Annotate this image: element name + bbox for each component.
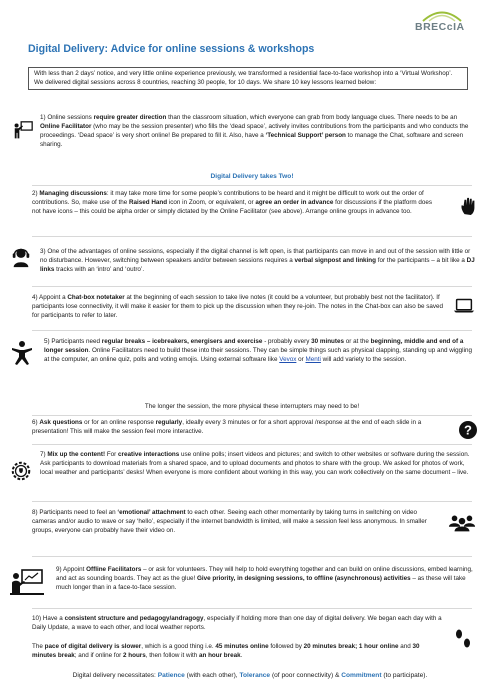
- lesson-5-text: will add variety to the session.: [320, 355, 407, 363]
- lesson-10-text: 10) Have a: [32, 615, 65, 622]
- lesson-7-text: use online polls; insert videos and pictures; and switch to other websites or software during the session. Ask participants to download materials from a shared space, and to upload documents and photos to share with the group. We asked for photos of work, local weather and participants’ desks! When everyone is more confident about working in this way, you can work collectively on the same document – live.: [40, 451, 470, 476]
- divider: [32, 330, 472, 331]
- divider: [32, 185, 472, 186]
- question-mark-icon: [458, 420, 478, 440]
- lesson-5-text: or at the: [344, 338, 371, 345]
- divider: [32, 608, 472, 609]
- lesson-7-text: For: [105, 451, 119, 458]
- closing-text: Digital delivery necessitates:: [72, 672, 158, 679]
- menti-link[interactable]: Menti: [305, 355, 321, 363]
- lesson-3-bold: DJ links: [40, 256, 475, 273]
- lesson-9-text: 9) Appoint: [56, 566, 87, 573]
- lesson-6-text: or for an online response: [82, 419, 156, 426]
- lesson-5-bold: regular breaks – icebreakers, energisers and exercise: [101, 338, 263, 345]
- lesson-2-text: : it may take more time for some people’s contributions to be heard and it might be difficult to work out the order of contributions. So, make use of the: [32, 190, 424, 206]
- pace-text: ; and if online for: [74, 651, 124, 659]
- exercise-figure-icon: [10, 340, 34, 366]
- lesson-1-bold: Online Facilitator: [40, 122, 92, 130]
- breccia-logo: [411, 6, 473, 40]
- lesson-6-bold: regularly: [155, 419, 183, 426]
- lesson-6-text: 6): [32, 419, 40, 426]
- lesson-2-bold: agree an order in advance: [255, 198, 334, 206]
- lesson-1-text: than the classroom situation, which everyone can grab from body language clues. There needs to be an: [166, 114, 458, 121]
- closing-value: Commitment: [341, 672, 382, 679]
- lesson-9-text: – as these will take much longer than in a face-to-face session.: [56, 574, 466, 591]
- laptop-icon: [452, 297, 476, 315]
- lesson-9: [56, 566, 476, 593]
- pace-text: .: [240, 651, 243, 659]
- lesson-4-text: at the beginning of each session to take live notes (it could be a volunteer, but probably best not the facilitator). If participants lose connectivity, it will make it easier for them to pick up the discussion when they re-join. The notes in the Chat-box can also be saved for participants to refer to later.: [32, 294, 444, 319]
- lesson-2-bold: Managing discussions: [39, 190, 107, 197]
- lesson-4-bold: Chat-box notetaker: [67, 294, 125, 301]
- lesson-5: [44, 338, 476, 365]
- lesson-3-text: 3) One of the advantages of online sessions, especially if the digital channel is left open, is that participants can move in and out of the session with little or no disturbance. However, switching between speakers and/or between sessions requires a: [40, 248, 471, 264]
- headset-person-icon: [10, 246, 32, 268]
- divider: [32, 556, 472, 557]
- footprints-icon: [454, 628, 472, 650]
- lesson-7-bold: creative interactions: [118, 451, 180, 458]
- closing-text: (with each other),: [184, 672, 240, 679]
- lesson-5-bold: beginning, middle and end of a longer session: [44, 338, 464, 354]
- lesson-10-pace: [32, 643, 442, 661]
- pace-bold: 20 minutes break; 1 hour online: [303, 643, 399, 650]
- intro-text: With less than 2 days’ notice, and very little online experience previously, we transformed a residential face-to-face workshop into a ‘Virtual Workshop’. We delivered digital sessions across 8 countries, reaching 30 people, for 10 days. We share 10 key lessons learned below:: [34, 70, 453, 86]
- pace-bold: pace of digital delivery is slower: [44, 643, 142, 650]
- lesson-7-text: 7): [40, 451, 48, 458]
- closing-value: Tolerance: [239, 672, 271, 679]
- lesson-5-text: 5) Participants need: [44, 338, 102, 345]
- lesson-8-text: 8) Participants need to feel an: [32, 509, 118, 516]
- lesson-9-bold: Give priority, in designing sessions, to offline (asynchronous) activities: [196, 574, 411, 582]
- lesson-1-bold: ‘Technical Support’ person: [265, 131, 346, 139]
- lesson-5-note: The longer the session, the more physical these interrupters may need to be!: [144, 403, 360, 410]
- lesson-1-text: (who may be the session presenter) who fills the ‘dead space’, actively invites contributions from the participants and who conducts the proceedings. ‘Dead space’ is very short online! Be prepared to fill it. Also, have a: [40, 122, 469, 139]
- lesson-8-text: to each other. Seeing each other momentarily by taking turns in switching on video cameras and/or audio to wave or say ‘hello’, especially if the internet bandwidth is limited, will make a session feel less anonymous. In smaller groups, everyone can probably have their video on.: [32, 509, 427, 534]
- pace-text: , which is a good thing i.e.: [141, 643, 216, 650]
- lesson-3: [40, 248, 475, 275]
- lesson-9-text: – or ask for volunteers. They will help to hold everything together and can build on online discussions, embed learning, and act as sounding boards. They act as the glue!: [56, 566, 473, 582]
- gear-lightbulb-icon: [10, 460, 32, 482]
- lesson-9-bold: Offline Facilitators: [86, 566, 142, 573]
- lesson-1-text: 1) Online sessions: [40, 114, 94, 121]
- pace-text: and: [398, 643, 413, 650]
- vevox-link[interactable]: Vevox: [279, 355, 297, 363]
- lesson-6: [32, 419, 450, 437]
- lesson-3-text: tracks with an ‘intro’ and ‘outro’.: [54, 265, 145, 273]
- pace-bold: 2 hours: [123, 651, 146, 659]
- lesson-2-text: 2): [32, 190, 40, 197]
- raised-hand-icon: [460, 196, 478, 216]
- closing-value: Patience: [157, 672, 185, 679]
- lesson-8: [32, 509, 440, 536]
- intro-box: [28, 67, 468, 90]
- divider: [32, 415, 472, 416]
- lesson-1-text: to manage the Chat, software and screen sharing.: [40, 131, 464, 148]
- lesson-3-bold: verbal signpost and linking: [294, 256, 376, 264]
- closing-text: (of poor connectivity) &: [270, 672, 342, 679]
- divider: [32, 236, 472, 237]
- lesson-7-bold: Mix up the content!: [47, 451, 106, 458]
- lesson-5-text: - probably every: [262, 338, 312, 345]
- lesson-4: [32, 294, 444, 321]
- teacher-board-icon: [10, 568, 44, 596]
- closing-text: (to participate).: [381, 672, 428, 679]
- lesson-1-bold: require greater direction: [93, 114, 167, 121]
- lesson-10-bold: consistent structure and pedagogy/andragogy: [64, 615, 204, 622]
- lesson-3-text: for the participants – a bit like a: [376, 256, 467, 264]
- lesson-6-bold: Ask questions: [39, 419, 83, 426]
- divider: [32, 286, 472, 287]
- lesson-4-text: 4) Appoint a: [32, 294, 68, 301]
- presenter-whiteboard-icon: [12, 120, 34, 142]
- lesson-5-bold: 30 minutes: [311, 338, 345, 345]
- lesson-5-text: or: [296, 355, 306, 363]
- lesson-2-bold: Raised Hand: [128, 198, 168, 206]
- pace-bold: an hour break: [198, 651, 241, 659]
- lesson-2-text: for discussions if the platform does not have icons – this could be alpha order or simply dictated by the Online Facilitator (see above). Arrange online groups in advance too.: [32, 198, 433, 215]
- closing-line: [40, 671, 460, 680]
- page-title: Digital Delivery: Advice for online sessions & workshops: [28, 43, 315, 55]
- lesson-2-text: icon in Zoom, or equivalent, or: [167, 198, 256, 206]
- lesson-1: [40, 114, 475, 150]
- logo-text: BRECcIA: [415, 21, 465, 33]
- lesson-6-text: , ideally every 3 minutes or for a short approval /response at the end of each slide in a presentation! This will make the session feel more interactive.: [32, 419, 422, 435]
- pace-bold: 30 minutes break: [32, 643, 420, 659]
- divider: [32, 501, 472, 502]
- lesson-10-text: , especially if holding more than one day of digital delivery. We began each day with a Daily Update, a wave to each other, and local weather reports.: [32, 615, 442, 631]
- divider: [32, 444, 472, 445]
- lesson-2: [32, 190, 440, 217]
- pace-text: , then follow it with: [145, 651, 199, 659]
- pace-text: The: [32, 643, 45, 650]
- lesson-5-text: . Online Facilitators need to build these into their sessions. They can be simple things such as physical clapping, standing up and wiggling at the computer, an online quiz, polls and voting emojis. Using external software like: [44, 346, 472, 363]
- group-people-icon: [448, 513, 476, 533]
- pace-text: followed by: [268, 643, 304, 650]
- lesson-10: [32, 615, 442, 633]
- tagline: Digital Delivery takes Two!: [210, 173, 294, 180]
- pace-bold: 45 minutes online: [215, 643, 269, 650]
- svg-text:?: ?: [464, 422, 472, 438]
- lesson-7: [40, 451, 476, 478]
- lesson-8-bold: ‘emotional’ attachment: [117, 509, 186, 516]
